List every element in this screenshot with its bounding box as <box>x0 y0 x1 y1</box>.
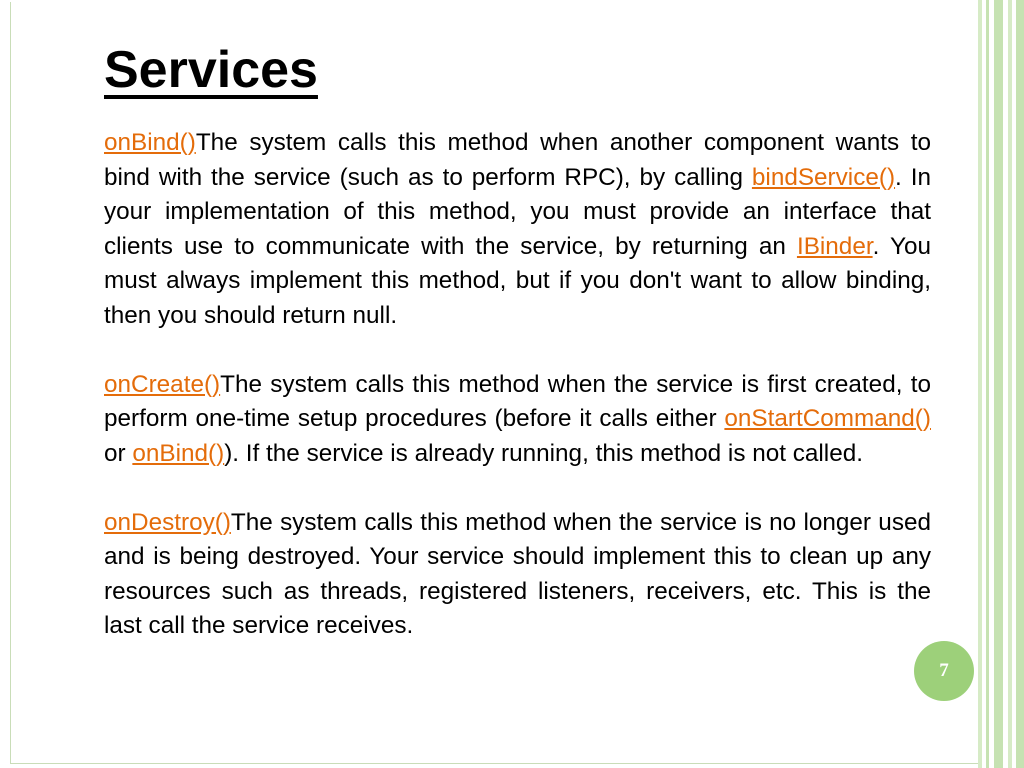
paragraph-text: or <box>104 439 133 467</box>
link-bindservice[interactable]: bindService() <box>751 163 896 191</box>
link-onbind-2[interactable]: onBind() <box>132 439 225 467</box>
paragraph-text: . In your implementation of this method, you must provide an interface that clients use to communicate with the service, by returning an <box>104 163 931 260</box>
paragraph-text: The system calls this method when the service is first created, to perform one-time setup procedures (before it calls either <box>104 370 931 432</box>
slide-title: Services <box>104 41 318 99</box>
paragraph-onbind <box>104 126 931 333</box>
link-oncreate[interactable]: onCreate() <box>104 370 221 398</box>
page-number-badge: 7 <box>914 641 974 701</box>
link-onbind[interactable]: onBind() <box>104 129 196 156</box>
link-ondestroy[interactable]: onDestroy() <box>104 508 231 536</box>
paragraph-text: ). If the service is already running, this method is not called. <box>224 439 863 467</box>
link-ibinder[interactable]: IBinder <box>796 232 873 260</box>
paragraph-text: The system calls this method when the service is no longer used and is being destroyed. Your service should implement this to clean up any resources such as threads, registered listeners, receivers, etc. This is the last call the service receives. <box>104 508 931 639</box>
paragraph-oncreate <box>104 368 931 472</box>
link-onstartcommand[interactable]: onStartCommand() <box>724 405 931 432</box>
paragraph-text: . You must always implement this method, but if you don't want to allow binding, then you should return null. <box>104 232 931 329</box>
decorative-edge-stripes <box>978 0 1024 768</box>
paragraph-ondestroy <box>104 506 931 644</box>
slide-body <box>104 126 931 678</box>
paragraph-text: The system calls this method when another component wants to bind with the service (such as to perform RPC), by calling <box>104 129 931 191</box>
